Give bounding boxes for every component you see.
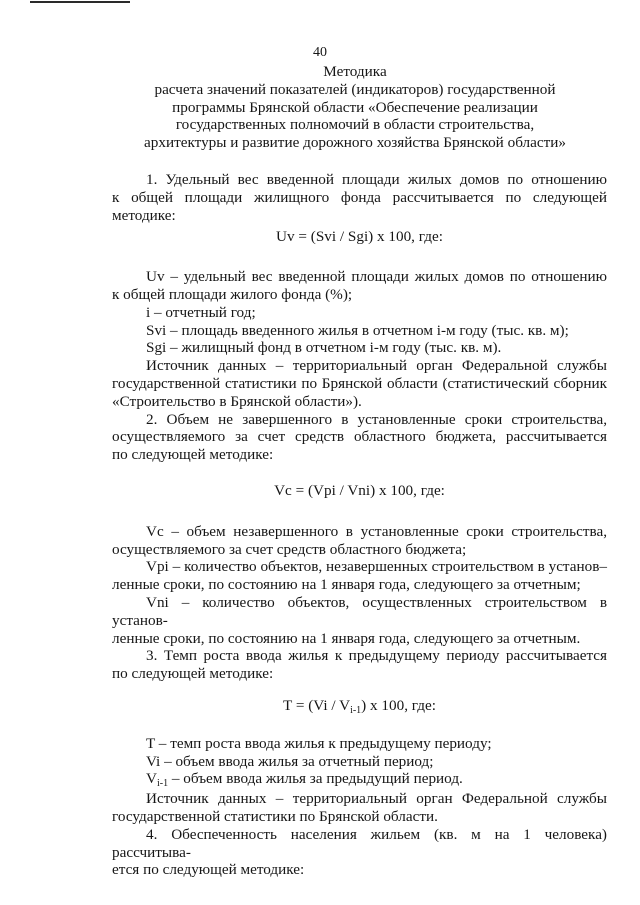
title-line: государственных полномочий в области строительства,	[175, 116, 535, 134]
vc-definition-line-1: Vc – объем незавершенного в установленные сроки строительства,	[146, 522, 607, 540]
formula-t-start: T = (Vi / V	[283, 696, 351, 714]
formula-t	[112, 697, 607, 717]
s4-intro-line-1: 4. Обеспеченность населения жильем (кв. м на 1 человека) рассчитыва-	[112, 825, 607, 861]
document-title	[100, 63, 610, 152]
vni-definition-line-2: ленные сроки, по состоянию на 1 января года, следующего за отчетным.	[112, 629, 581, 647]
source-1-line-2: государственной статистики по Брянской области (статистический сборник	[112, 374, 607, 392]
vi-prev-definition	[112, 770, 607, 790]
title-line: программы Брянской области «Обеспечение реализации	[172, 98, 538, 116]
vi-definition: Vi – объем ввода жилья за отчетный период;	[146, 752, 434, 770]
s2-intro-line-1: 2. Объем не завершенного в установленные сроки строительства,	[146, 410, 607, 428]
document-body	[112, 171, 607, 879]
i-definition: i – отчетный год;	[146, 303, 256, 321]
source-3-line-1: Источник данных – территориальный орган Федеральной службы	[146, 790, 607, 808]
s3-intro-line-2: по следующей методике:	[112, 665, 274, 683]
source-1-line-3: «Строительство в Брянской области»).	[112, 392, 362, 410]
vi-prev-symbol: V	[146, 770, 157, 788]
title-heading: Методика	[323, 63, 387, 80]
title-line: расчета значений показателей (индикаторов) государственной	[154, 80, 556, 98]
s1-intro-line-2: к общей площади жилищного фонда рассчитывается по следующей	[112, 188, 607, 206]
s4-intro-line-2: ется по следующей методике:	[112, 861, 305, 879]
page-number: 40	[313, 45, 327, 60]
s2-intro-line-3: по следующей методике:	[112, 446, 274, 464]
uv-definition-line-2: к общей площади жилого фонда (%);	[112, 285, 353, 303]
source-3-line-2: государственной статистики по Брянской области.	[112, 807, 438, 825]
s1-intro-line-3: методике:	[112, 206, 176, 224]
s2-intro-line-2: осуществляемого за счет средств областного бюджета, рассчитывается	[112, 428, 607, 446]
vi-prev-subscript: i-1	[156, 778, 169, 790]
vc-definition-line-2: осуществляемого за счет средств областного бюджета;	[112, 540, 467, 558]
formula-t-end: ) x 100, где:	[361, 696, 436, 714]
s3-intro-line-1: 3. Темп роста ввода жилья к предыдущему периоду рассчитывается	[146, 647, 607, 665]
formula-t-subscript: i-1	[350, 704, 362, 716]
source-1-line-1: Источник данных – территориальный орган Федеральной службы	[146, 357, 607, 375]
top-rule	[30, 1, 130, 3]
formula-uv: Uv = (Svi / Sgi) x 100, где:	[276, 228, 443, 246]
vi-prev-text: – объем ввода жилья за предыдущий период.	[168, 770, 463, 788]
sgi-definition: Sgi – жилищный фонд в отчетном i-м году (тыс. кв. м).	[146, 339, 502, 357]
svi-definition: Svi – площадь введенного жилья в отчетном i-м году (тыс. кв. м);	[146, 321, 569, 339]
s1-intro-line-1: 1. Удельный вес введенной площади жилых домов по отношению	[146, 171, 607, 188]
title-line: архитектуры и развитие дорожного хозяйства Брянской области»	[144, 134, 566, 152]
vpi-definition-line-2: ленные сроки, по состоянию на 1 января года, следующего за отчетным;	[112, 576, 581, 594]
vpi-definition-line-1: Vpi – количество объектов, незавершенных строительством в установ–	[146, 558, 607, 576]
vni-definition-line-1: Vni – количество объектов, осуществленных строительством в установ-	[112, 593, 607, 629]
t-definition: T – темп роста ввода жилья к предыдущему периоду;	[146, 734, 492, 752]
uv-definition-line-1: Uv – удельный вес введенной площади жилых домов по отношению	[146, 268, 607, 286]
formula-vc: Vc = (Vpi / Vni) x 100, где:	[274, 481, 445, 499]
